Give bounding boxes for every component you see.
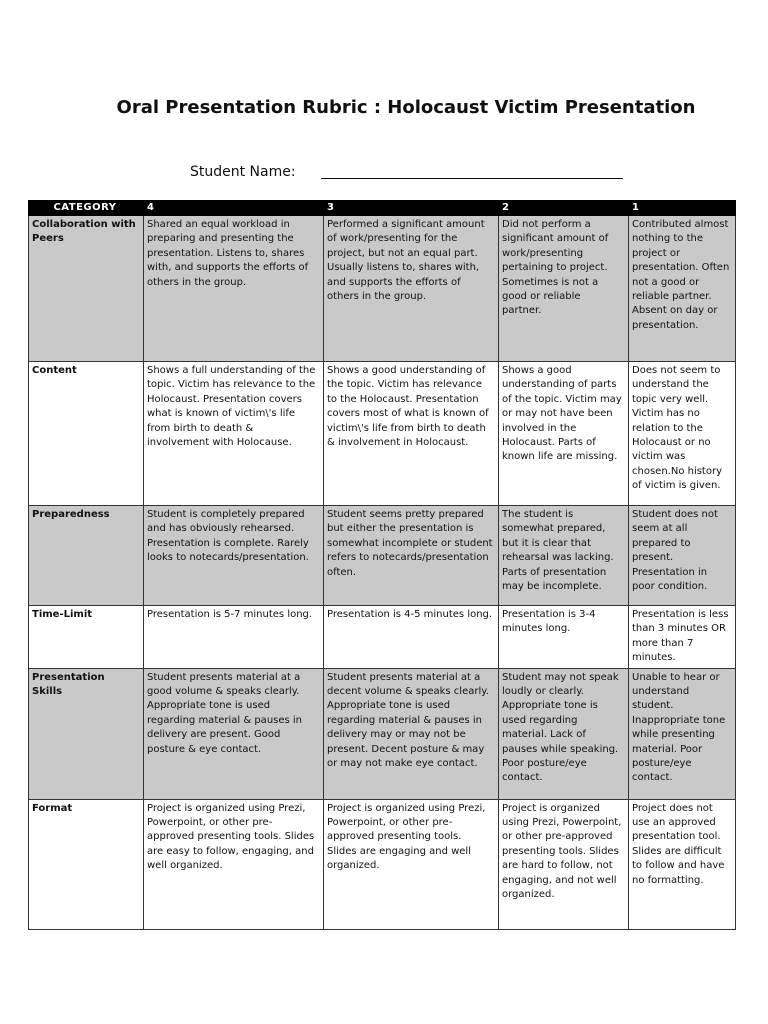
table-row (29, 606, 736, 669)
header-row (29, 201, 736, 216)
cell-score-2: Student may not speak loudly or clearly. Appropriate tone is used regarding material. Lack of pauses while speaking. Poor posture/eye contact. (499, 668, 629, 799)
table-row (29, 799, 736, 929)
header-score-4: 4 (144, 201, 324, 216)
student-name-label: Student Name: (190, 164, 296, 180)
cell-score-4: Shows a full understanding of the topic. Victim has relevance to the Holocaust. Presentation covers what is known of victim\'s life from birth to death & involvement with Holocause. (144, 362, 324, 506)
cell-score-2: Shows a good understanding of parts of the topic. Victim may or may not have been involved in the Holocaust. Parts of known life are missing. (499, 362, 629, 506)
cell-score-3: Shows a good understanding of the topic. Victim has relevance to the Holocaust. Presentation covers most of what is known of victim\'s life from birth to death & involvement in Holocaust. (324, 362, 499, 506)
table-row (29, 668, 736, 799)
cell-score-4: Project is organized using Prezi, Powerpoint, or other pre-approved presenting tools. Slides are easy to follow, engaging, and well organized. (144, 799, 324, 929)
cell-score-1: Student does not seem at all prepared to present. Presentation in poor condition. (629, 506, 736, 606)
row-category: Collaboration with Peers (29, 216, 144, 362)
header-score-1: 1 (629, 201, 736, 216)
rubric-table (28, 200, 736, 930)
cell-score-2: The student is somewhat prepared, but it is clear that rehearsal was lacking. Parts of presentation may be incomplete. (499, 506, 629, 606)
header-score-2: 2 (499, 201, 629, 216)
cell-score-1: Presentation is less than 3 minutes OR more than 7 minutes. (629, 606, 736, 669)
cell-score-3: Presentation is 4-5 minutes long. (324, 606, 499, 669)
cell-score-3: Performed a significant amount of work/presenting for the project, but not an equal part. Usually listens to, shares with, and supports the efforts of others in the group. (324, 216, 499, 362)
cell-score-4: Shared an equal workload in preparing and presenting the presentation. Listens to, shares with, and supports the efforts of others in the group. (144, 216, 324, 362)
cell-score-1: Unable to hear or understand student. Inappropriate tone while presenting material. Poor posture/eye contact. (629, 668, 736, 799)
cell-score-2: Presentation is 3-4 minutes long. (499, 606, 629, 669)
row-category: Format (29, 799, 144, 929)
cell-score-2: Did not perform a significant amount of work/presenting pertaining to project. Sometimes is not a good or reliable partner. (499, 216, 629, 362)
page-title: Oral Presentation Rubric : Holocaust Victim Presentation (116, 97, 696, 118)
cell-score-3: Student presents material at a decent volume & speaks clearly. Appropriate tone is used regarding material & pauses in delivery may or may not be present. Decent posture & may or may not make eye contact. (324, 668, 499, 799)
table-row (29, 362, 736, 506)
cell-score-4: Presentation is 5-7 minutes long. (144, 606, 324, 669)
cell-score-1: Does not seem to understand the topic very well. Victim has no relation to the Holocaust or no victim was chosen.No history of victim is given. (629, 362, 736, 506)
cell-score-3: Project is organized using Prezi, Powerpoint, or other pre-approved presenting tools. Slides are engaging and well organized. (324, 799, 499, 929)
row-category: Content (29, 362, 144, 506)
row-category: Time-Limit (29, 606, 144, 669)
cell-score-1: Contributed almost nothing to the project or presentation. Often not a good or reliable partner. Absent on day or presentation. (629, 216, 736, 362)
cell-score-4: Student presents material at a good volume & speaks clearly. Appropriate tone is used regarding material & pauses in delivery are present. Good posture & eye contact. (144, 668, 324, 799)
cell-score-1: Project does not use an approved presentation tool. Slides are difficult to follow and have no formatting. (629, 799, 736, 929)
table-row (29, 506, 736, 606)
student-name-line (321, 178, 623, 179)
cell-score-2: Project is organized using Prezi, Powerpoint, or other pre-approved presenting tools. Slides are hard to follow, not engaging, and not well organized. (499, 799, 629, 929)
cell-score-3: Student seems pretty prepared but either the presentation is somewhat incomplete or student refers to notecards/presentation often. (324, 506, 499, 606)
table-row (29, 216, 736, 362)
row-category: Preparedness (29, 506, 144, 606)
cell-score-4: Student is completely prepared and has obviously rehearsed. Presentation is complete. Rarely looks to notecards/presentation. (144, 506, 324, 606)
row-category: Presentation Skills (29, 668, 144, 799)
header-score-3: 3 (324, 201, 499, 216)
header-category: CATEGORY (29, 201, 144, 216)
